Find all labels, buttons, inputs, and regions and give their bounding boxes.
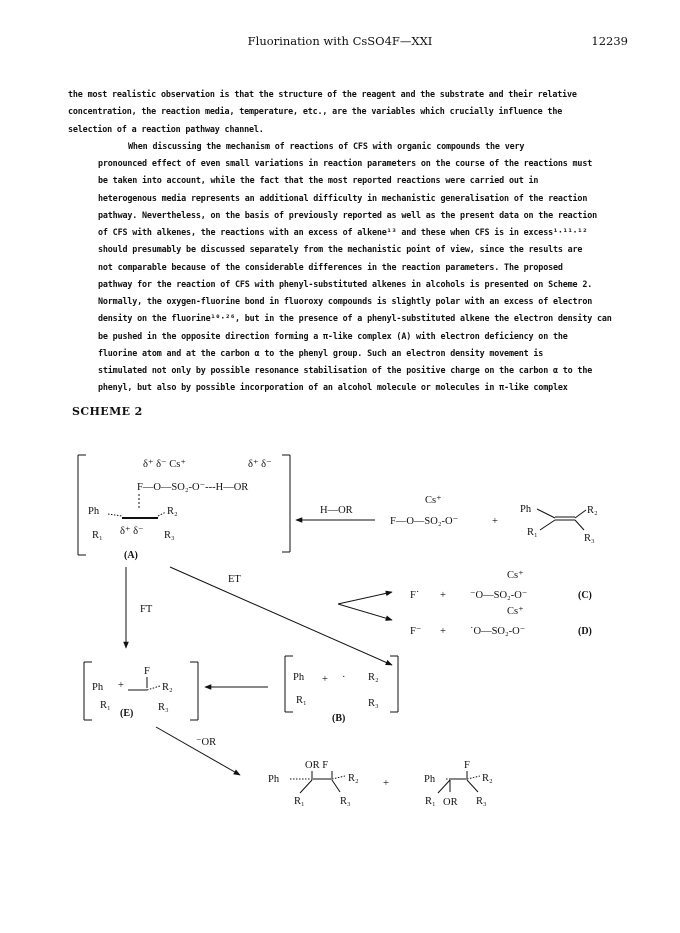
et-label: ET	[228, 574, 241, 585]
p2-ph: Ph	[424, 774, 436, 785]
text-line: be pushed in the opposite direction forming a π-like complex (A) with electron deficiency on the	[98, 330, 568, 341]
intermediate-e	[84, 662, 198, 720]
ft-label: FT	[140, 604, 153, 615]
label-d: (D)	[578, 626, 592, 637]
scheme-title: SCHEME 2	[72, 405, 143, 418]
plus-sign: +	[492, 516, 498, 527]
b-r3: R₃	[368, 698, 379, 709]
text-line: not comparable because of the considerable differences in the reaction parameters. The proposed	[98, 261, 563, 272]
e-r1: R₁	[100, 700, 111, 711]
ph-label: Ph	[88, 506, 100, 517]
r2-label: R₂	[167, 506, 178, 517]
intermediate-b	[285, 656, 398, 724]
product-2	[424, 760, 493, 808]
b-r1: R₁	[296, 695, 307, 706]
label-a: (A)	[124, 550, 138, 561]
cs-cation: Cs⁺	[507, 606, 524, 617]
reactants	[390, 495, 598, 544]
text-line: the most realistic observation is that the structure of the reagent and the substrate and their relative	[68, 89, 577, 99]
text-line: of CFS with alkenes, the reactions with an excess of alkene¹³ and these when CFS is in excess¹·¹¹·¹²	[98, 227, 588, 237]
plus-sign: +	[440, 626, 446, 637]
text-line: stimulated not only by possible resonance stabilisation of the positive charge on the carbon α to the	[98, 365, 593, 375]
label-e: (E)	[120, 708, 134, 719]
sulfate-anion: ⁻O—SO₂-O⁻	[470, 590, 528, 601]
or-label: ⁻OR	[196, 737, 217, 748]
p1-or-f: OR F	[305, 760, 329, 771]
alkene-r3: R₃	[584, 533, 595, 544]
p1-r2: R₂	[348, 773, 359, 784]
alkene-ph: Ph	[520, 504, 532, 515]
alkene-r1: R₁	[527, 527, 538, 538]
products-d	[410, 606, 592, 637]
text-line: When discussing the mechanism of reactions of CFS with organic compounds the very	[128, 140, 525, 151]
text-line: pathway for the reaction of CFS with phenyl-substituted alkenes in alcohols is presented on Scheme 2.	[98, 278, 593, 289]
fluoride-anion: F⁻	[410, 626, 422, 637]
running-title: Fluorination with CsSO4F—XXI	[247, 34, 433, 48]
alkene-r2: R₂	[587, 505, 598, 516]
text-line: should presumably be discussed separately from the mechanistic point of view, since the results are	[98, 244, 583, 255]
fluorine-radical: F˙	[410, 590, 420, 601]
label-b: (B)	[332, 713, 346, 724]
r3-label: R₃	[164, 530, 175, 541]
ft-arrow	[126, 567, 153, 648]
p2-fluorine: F	[464, 760, 470, 771]
e-ph: Ph	[92, 682, 104, 693]
r1-label: R₁	[92, 530, 103, 541]
b-radical-dot: ·	[342, 672, 346, 683]
e-plus: +	[118, 680, 124, 691]
p1-r1: R₁	[294, 796, 305, 807]
text-line: pathway. Nevertheless, on the basis of previously reported as well as the present data on the reaction	[98, 209, 598, 220]
complex-a	[78, 455, 290, 561]
b-r2: R₂	[368, 672, 379, 683]
charges-right: δ⁺ δ⁻	[248, 459, 272, 470]
hor-label: H—OR	[320, 505, 353, 516]
text-line: pronounced effect of even small variations in reaction parameters on the course of the reactions must	[98, 158, 593, 168]
text-line: Normally, the oxygen-fluorine bond in fluoroxy compounds is slightly polar with an excess of electron	[98, 296, 593, 306]
products-c	[410, 570, 592, 601]
text-line: heterogenous media represents an additional difficulty in mechanistic generalisation of the reaction	[98, 192, 588, 203]
et-arrows	[170, 567, 392, 665]
reagent-row: F—O—SO₂-O⁻---H—OR	[137, 482, 249, 493]
text-line: fluorine atom and at the carbon α to the phenyl group. Such an electron density movement is	[98, 347, 544, 358]
product-1	[268, 760, 359, 807]
text-line: density on the fluorine¹⁰·²⁶, but in the presence of a phenyl-substituted alkene the electron density can	[98, 313, 612, 324]
b-plus: +	[322, 674, 328, 685]
e-r3: R₃	[158, 702, 169, 713]
fluoroxysulfate: F—O—SO₂-O⁻	[390, 516, 459, 527]
b-ph: Ph	[293, 672, 305, 683]
p1-ph: Ph	[268, 774, 280, 785]
cs-cation: Cs⁺	[425, 495, 442, 506]
or-arrow	[156, 727, 240, 775]
p2-r3: R₃	[476, 796, 487, 807]
p1-r3: R₃	[340, 796, 351, 807]
text-line: selection of a reaction pathway channel.	[68, 123, 264, 134]
e-r2: R₂	[162, 682, 173, 693]
charges-mid: δ⁺ δ⁻	[120, 526, 144, 537]
label-c: (C)	[578, 590, 592, 601]
charges-top: δ⁺ δ⁻ Cs⁺	[143, 459, 186, 470]
text-line: phenyl, but also by possible incorporation of an alcohol molecule or molecules in π-like complex	[98, 382, 568, 393]
text-line: concentration, the reaction media, temperature, etc., are the variables which crucially influence the	[68, 106, 563, 117]
hor-arrow	[296, 505, 375, 520]
p2-or: OR	[443, 797, 458, 808]
text-line: be taken into account, while the fact that the most reported reactions were carried out in	[98, 175, 539, 186]
p2-r2: R₂	[482, 773, 493, 784]
p2-r1: R₁	[425, 796, 436, 807]
plus-sign: +	[383, 778, 389, 789]
cs-cation: Cs⁺	[507, 570, 524, 581]
sulfate-radical-anion: ˙O—SO₂-O⁻	[470, 626, 526, 637]
e-fluorine: F	[144, 666, 150, 677]
page-number: 12239	[591, 34, 628, 48]
plus-sign: +	[440, 590, 446, 601]
